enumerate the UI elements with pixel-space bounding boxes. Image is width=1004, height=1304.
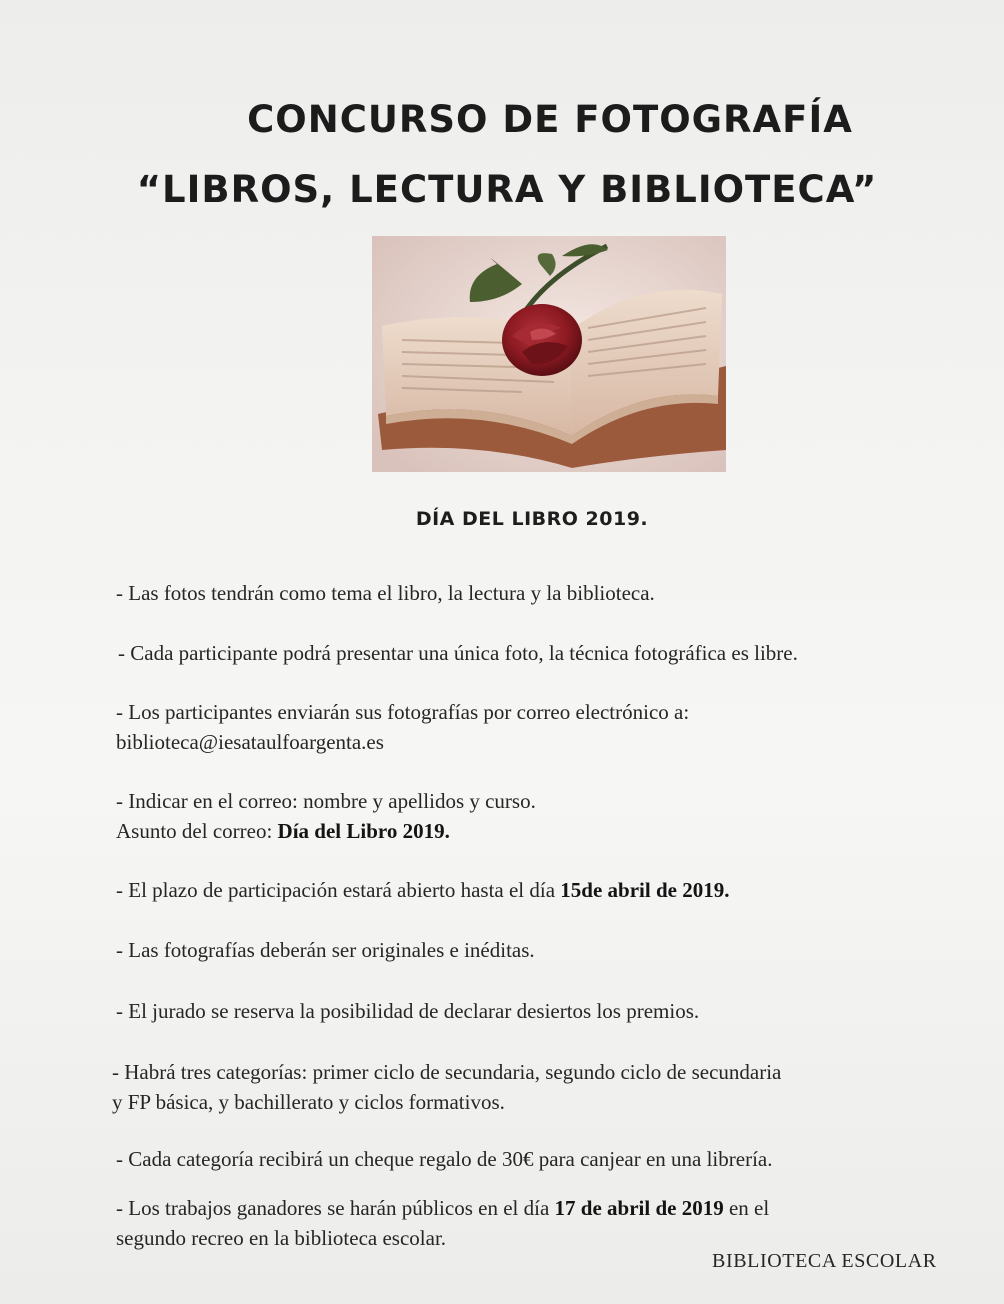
poster-theme-title: “LIBROS, LECTURA Y BIBLIOTECA” <box>136 168 878 211</box>
rule-email-text: - Los participantes enviarán sus fotografías por correo electrónico a: <box>116 700 690 724</box>
rule-categories <box>112 1057 982 1117</box>
winners-text: - Los trabajos ganadores se harán públicos en el día <box>116 1196 555 1220</box>
rule-originals: - Las fotografías deberán ser originales e inéditas. <box>116 938 535 962</box>
signature: BIBLIOTECA ESCOLAR <box>712 1250 937 1272</box>
rule-email-submission <box>116 697 986 757</box>
deadline-text: - El plazo de participación estará abierto hasta el día <box>116 878 561 902</box>
poster-title: CONCURSO DE FOTOGRAFÍA <box>247 98 853 141</box>
rule-email-subject <box>116 816 986 846</box>
winners-line-2: segundo recreo en la biblioteca escolar. <box>116 1226 447 1250</box>
deadline-date: 15de abril de 2019. <box>560 878 730 902</box>
book-rose-image <box>372 236 726 472</box>
categories-line-1: - Habrá tres categorías: primer ciclo de secundaria, segundo ciclo de secundaria <box>112 1060 782 1084</box>
book-rose-photo <box>372 236 726 472</box>
subject-label: Asunto del correo: <box>116 819 278 843</box>
winners-line-1 <box>116 1193 986 1223</box>
event-subtitle: DÍA DEL LIBRO 2019. <box>415 508 649 530</box>
contact-email: biblioteca@iesataulfoargenta.es <box>116 730 384 754</box>
rule-email-content-text: - Indicar en el correo: nombre y apellidos y curso. <box>116 789 536 813</box>
rule-one-photo: - Cada participante podrá presentar una única foto, la técnica fotográfica es libre. <box>118 641 798 665</box>
rule-deadline <box>116 875 986 905</box>
winners-date: 17 de abril de 2019 <box>554 1196 724 1220</box>
rule-theme: - Las fotos tendrán como tema el libro, la lectura y la biblioteca. <box>116 581 655 605</box>
rule-prize: - Cada categoría recibirá un cheque regalo de 30€ para canjear en una librería. <box>116 1147 773 1171</box>
subject-value: Día del Libro 2019. <box>277 819 450 843</box>
winners-text-end: en el <box>723 1196 770 1220</box>
rule-jury: - El jurado se reserva la posibilidad de declarar desiertos los premios. <box>116 999 700 1023</box>
categories-line-2: y FP básica, y bachillerato y ciclos formativos. <box>112 1090 505 1114</box>
rule-winners <box>116 1193 986 1253</box>
rule-email-content <box>116 786 986 846</box>
